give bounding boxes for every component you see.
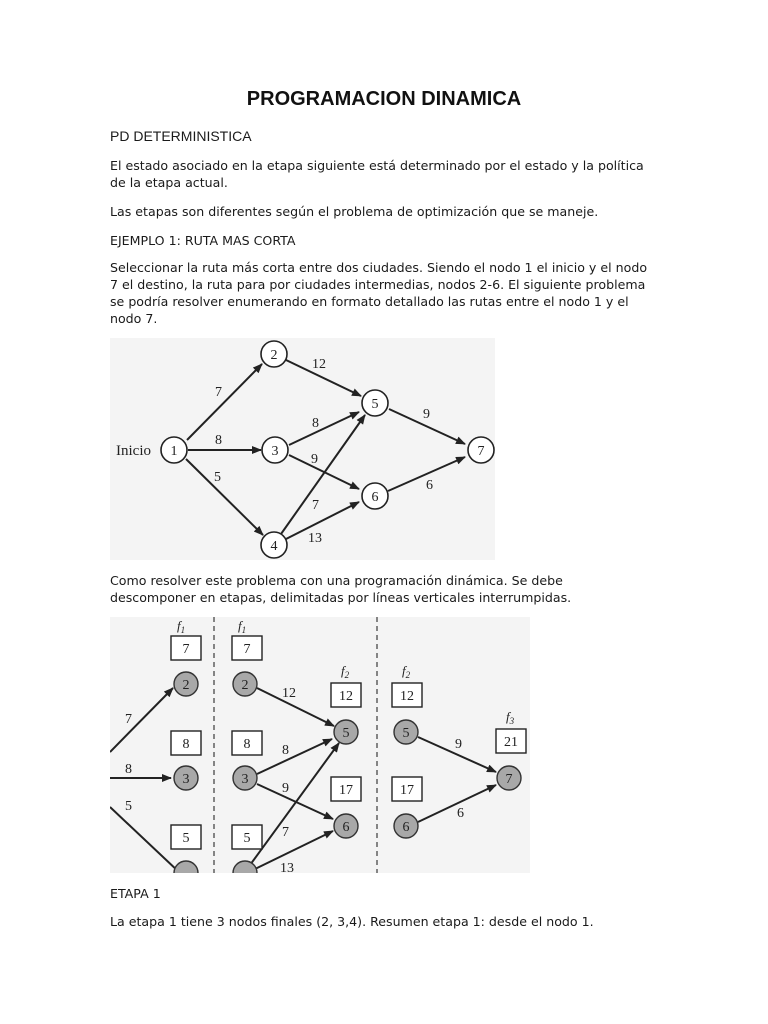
weight-s2-3-6: 9: [282, 781, 289, 796]
box-s1-3: [171, 731, 201, 755]
svg-text:8: 8: [243, 737, 251, 752]
svg-text:12: 12: [339, 689, 353, 704]
svg-text:4: 4: [270, 539, 278, 554]
network-graph: [110, 338, 495, 560]
weight-1-4: 5: [214, 470, 221, 485]
f2-label-b: $f_2$: [402, 663, 411, 680]
box-s1-2: [171, 636, 201, 660]
node-4: [261, 532, 287, 558]
svg-text:5: 5: [182, 831, 190, 846]
node-s3-5: [394, 720, 418, 744]
node-s3-7: [497, 766, 521, 790]
paragraph-1: El estado asociado en la etapa siguiente está determinado por el estado y la política de la etapa actual.: [110, 158, 644, 190]
box-s3-5: [392, 683, 422, 707]
box-s1-4: [171, 825, 201, 849]
example-heading: EJEMPLO 1: RUTA MAS CORTA: [110, 233, 296, 248]
f2-label-a: $f_2$: [341, 663, 350, 680]
box-s2-5: [331, 683, 361, 707]
weight-4-6: 13: [308, 531, 322, 546]
network-figure: [110, 338, 495, 560]
svg-text:5: 5: [402, 726, 410, 741]
node-1: [161, 437, 187, 463]
svg-text:3: 3: [182, 772, 190, 787]
svg-text:21: 21: [504, 735, 518, 750]
stages-diagram: [110, 617, 530, 873]
box-s2-6: [331, 777, 361, 801]
node-s2-2: [233, 672, 257, 696]
node-s3-6: [394, 814, 418, 838]
svg-text:7: 7: [505, 772, 513, 787]
stages-figure: [110, 617, 530, 873]
paragraph-5: La etapa 1 tiene 3 nodos finales (2, 3,4). Resumen etapa 1: desde el nodo 1.: [110, 914, 594, 929]
weight-4-5: 7: [312, 498, 319, 513]
weight-s1-3: 8: [125, 762, 132, 777]
weight-s3-5-7: 9: [455, 737, 462, 752]
svg-text:3: 3: [241, 772, 249, 787]
svg-text:5: 5: [371, 397, 379, 412]
box-s3-6: [392, 777, 422, 801]
weight-s2-3-5: 8: [282, 743, 289, 758]
box-s2-3: [232, 731, 262, 755]
weight-1-2: 7: [215, 385, 222, 400]
weight-3-6: 9: [311, 452, 318, 467]
svg-text:6: 6: [371, 490, 379, 505]
f1-label-b: $f_1$: [238, 618, 247, 635]
node-s2-3: [233, 766, 257, 790]
stage-heading: ETAPA 1: [110, 886, 161, 901]
svg-text:17: 17: [400, 783, 414, 798]
svg-text:2: 2: [182, 678, 190, 693]
svg-text:2: 2: [270, 348, 278, 363]
node-s1-2: [174, 672, 198, 696]
svg-text:6: 6: [342, 820, 350, 835]
weight-6-7: 6: [426, 478, 433, 493]
node-2: [261, 341, 287, 367]
svg-text:2: 2: [241, 678, 249, 693]
weight-s1-2: 7: [125, 712, 132, 727]
svg-text:8: 8: [182, 737, 190, 752]
svg-text:7: 7: [477, 444, 485, 459]
weight-s2-2-5: 12: [282, 686, 296, 701]
node-s2-6: [334, 814, 358, 838]
node-s2-5: [334, 720, 358, 744]
node-7: [468, 437, 494, 463]
f1-label-a: $f_1$: [177, 618, 186, 635]
weight-s3-6-7: 6: [457, 806, 464, 821]
f3-label: $f_3$: [506, 709, 515, 726]
paragraph-2: Las etapas son diferentes según el problema de optimización que se maneje.: [110, 204, 599, 219]
page-title: PROGRAMACION DINAMICA: [246, 88, 522, 110]
node-s1-3: [174, 766, 198, 790]
svg-text:5: 5: [243, 831, 251, 846]
paragraph-4: Como resolver este problema con una programación dinámica. Se debe descomponer en etapas, delimitadas por líneas verticales interrumpidas.: [110, 573, 572, 605]
weight-s2-4-5: 7: [282, 825, 289, 840]
weight-s2-4-6: 13: [280, 861, 294, 873]
weight-2-5: 12: [312, 357, 326, 372]
section-subtitle: PD DETERMINISTICA: [110, 128, 252, 144]
svg-text:17: 17: [339, 783, 353, 798]
svg-text:5: 5: [342, 726, 350, 741]
svg-text:12: 12: [400, 689, 414, 704]
node-5: [362, 390, 388, 416]
svg-text:1: 1: [170, 444, 178, 459]
weight-1-3: 8: [215, 433, 222, 448]
svg-text:3: 3: [271, 444, 279, 459]
weight-3-5: 8: [312, 416, 319, 431]
node-6: [362, 483, 388, 509]
svg-text:6: 6: [402, 820, 410, 835]
start-label: Inicio: [116, 443, 151, 459]
box-s2-4: [232, 825, 262, 849]
svg-text:7: 7: [243, 642, 251, 657]
weight-s1-4: 5: [125, 799, 132, 814]
weight-5-7: 9: [423, 407, 430, 422]
svg-text:7: 7: [182, 642, 190, 657]
paragraph-3: Seleccionar la ruta más corta entre dos ciudades. Siendo el nodo 1 el inicio y el nodo 7 el destino, la ruta para por ciudades intermedias, nodos 2-6. El siguiente problema se podría resolver enumerando en formato detallado las rutas entre el nodo 1 y el nodo 7.: [110, 260, 648, 326]
node-3: [262, 437, 288, 463]
box-s3-7: [496, 729, 526, 753]
box-s2-2: [232, 636, 262, 660]
